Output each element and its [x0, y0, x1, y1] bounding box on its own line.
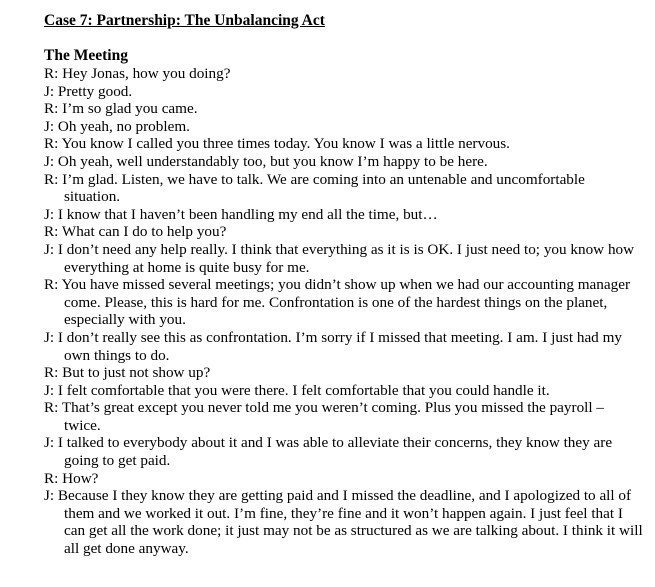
- dialogue-line: R: You know I called you three times today. You know I was a little nervous.: [44, 135, 510, 153]
- dialogue-line: R: I’m glad. Listen, we have to talk. We are coming into an untenable and uncomfortable situation.: [44, 170, 585, 206]
- dialogue-line: J: I talked to everybody about it and I was able to alleviate their concerns, they know they are going to get paid.: [44, 434, 613, 470]
- dialogue-line: J: I don’t really see this as confrontation. I’m sorry if I missed that meeting. I am. I just had my own things to do.: [44, 328, 622, 364]
- dialogue-line: J: Oh yeah, no problem.: [44, 117, 190, 135]
- dialogue-line: J: I don’t need any help really. I think that everything as it is is OK. I just need to; you know how everything at home is quite busy for me.: [44, 240, 635, 276]
- dialogue-line: J: Pretty good.: [44, 82, 133, 100]
- dialogue-line: J: I know that I haven’t been handling my end all the time, but…: [44, 205, 438, 223]
- dialogue-line: J: Oh yeah, well understandably too, but you know I’m happy to be here.: [44, 152, 488, 170]
- dialogue-line: R: Hey Jonas, how you doing?: [44, 65, 231, 82]
- dialogue-line: R: You have missed several meetings; you didn’t show up when we had our accounting manager come. Please, this is hard for me. Confrontation is one of the hardest things on the planet, especially with you.: [44, 276, 631, 329]
- case-title: Case 7: Partnership: The Unbalancing Act: [44, 12, 325, 29]
- section-heading: The Meeting: [44, 47, 128, 64]
- dialogue-line: R: But to just not show up?: [44, 364, 211, 382]
- dialogue-line: R: That’s great except you never told me you weren’t coming. Plus you missed the payroll – twice.: [44, 399, 605, 434]
- dialogue-line: J: Because I they know they are getting paid and I missed the deadline, and I apologized to all of them and we worked it out. I’m fine, they’re fine and it won’t happen again. I just feel that I can get all the work done; it just may not be as structured as we are talking about. I think it will all get done anyway.: [44, 487, 643, 558]
- dialogue-line: J: I felt comfortable that you were there. I felt comfortable that you could handle it.: [44, 381, 550, 399]
- dialogue-line: R: How?: [44, 469, 99, 487]
- dialogue-transcript: [44, 65, 644, 558]
- dialogue-line: R: What can I do to help you?: [44, 223, 227, 241]
- dialogue-line: R: I’m so glad you came.: [44, 100, 198, 118]
- document-page: [44, 11, 644, 558]
